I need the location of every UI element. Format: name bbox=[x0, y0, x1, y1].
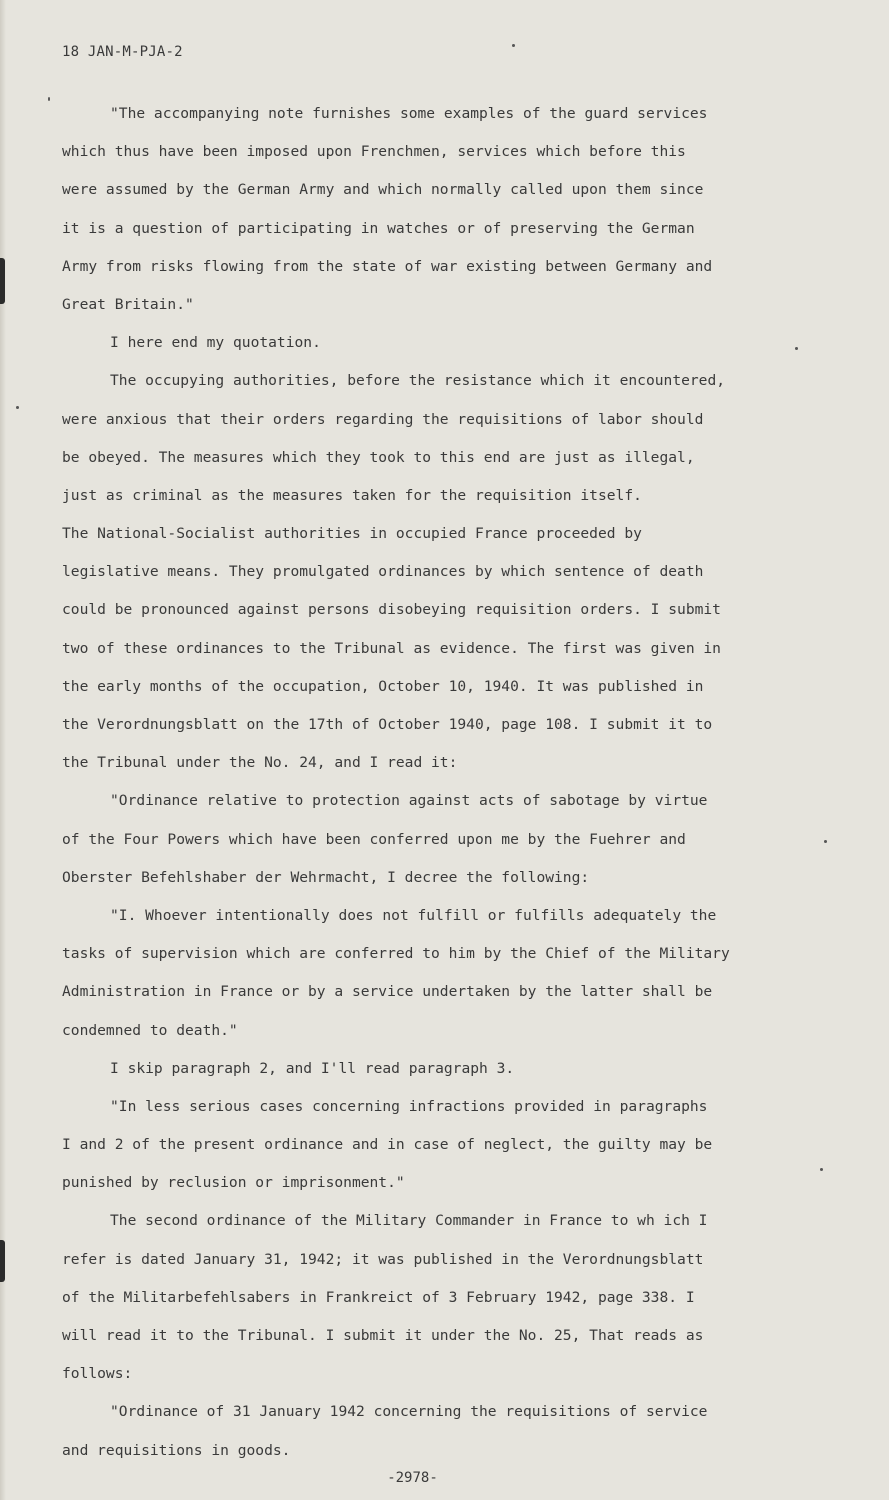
text-line: Oberster Befehlshaber der Wehrmacht, I decree the following: bbox=[62, 868, 590, 886]
text-line: legislative means. They promulgated ordinances by which sentence of death bbox=[62, 563, 704, 581]
paper-speck bbox=[16, 406, 19, 409]
text-line: Great Britain." bbox=[62, 295, 194, 313]
text-line: "Ordinance relative to protection against acts of sabotage by virtue bbox=[110, 792, 708, 810]
paper-speck bbox=[48, 97, 50, 101]
text-line: were anxious that their orders regarding the requisitions of labor should bbox=[62, 410, 704, 428]
text-line: be obeyed. The measures which they took to this end are just as illegal, bbox=[62, 448, 695, 466]
text-line: I here end my quotation. bbox=[110, 334, 321, 352]
text-line: were assumed by the German Army and which normally called upon them since bbox=[62, 181, 704, 199]
text-line: which thus have been imposed upon Frenchmen, services which before this bbox=[62, 143, 686, 161]
text-line: the Tribunal under the No. 24, and I read it: bbox=[62, 754, 458, 772]
text-line: Army from risks flowing from the state of war existing between Germany and bbox=[62, 257, 713, 275]
text-line: Administration in France or by a service undertaken by the latter shall be bbox=[62, 983, 713, 1001]
text-line: and requisitions in goods. bbox=[62, 1441, 291, 1459]
text-line: could be pronounced against persons disobeying requisition orders. I submit bbox=[62, 601, 721, 619]
text-line: of the Four Powers which have been conferred upon me by the Fuehrer and bbox=[62, 830, 686, 848]
text-line: The National-Socialist authorities in occupied France proceeded by bbox=[62, 525, 642, 543]
binding-mark bbox=[0, 1240, 5, 1282]
text-line: two of these ordinances to the Tribunal as evidence. The first was given in bbox=[62, 639, 721, 657]
text-line: "I. Whoever intentionally does not fulfill or fulfills adequately the bbox=[110, 906, 717, 924]
text-line: punished by reclusion or imprisonment." bbox=[62, 1174, 405, 1192]
text-line: of the Militarbefehlsabers in Frankreict of 3 February 1942, page 338. I bbox=[62, 1288, 695, 1306]
text-line: I and 2 of the present ordinance and in case of neglect, the guilty may be bbox=[62, 1136, 713, 1154]
text-line: refer is dated January 31, 1942; it was published in the Verordnungsblatt bbox=[62, 1250, 704, 1268]
paper-speck bbox=[512, 44, 515, 47]
document-body bbox=[62, 95, 862, 1470]
text-line: The second ordinance of the Military Commander in France to wh ich I bbox=[110, 1212, 708, 1230]
page-number: -2978- bbox=[387, 1470, 438, 1486]
text-line: just as criminal as the measures taken for the requisition itself. bbox=[62, 486, 642, 504]
text-line: the Verordnungsblatt on the 17th of October 1940, page 108. I submit it to bbox=[62, 716, 713, 733]
binding-mark bbox=[0, 258, 5, 304]
text-line: it is a question of participating in watches or of preserving the German bbox=[62, 219, 695, 237]
text-line: "The accompanying note furnishes some examples of the guard services bbox=[110, 105, 708, 122]
text-line: follows: bbox=[62, 1365, 133, 1383]
text-line: the early months of the occupation, October 10, 1940. It was published in bbox=[62, 677, 704, 695]
text-line: The occupying authorities, before the resistance which it encountered, bbox=[110, 372, 726, 390]
text-line: tasks of supervision which are conferred to him by the Chief of the Military bbox=[62, 945, 730, 963]
text-line: "Ordinance of 31 January 1942 concerning the requisitions of service bbox=[110, 1403, 708, 1421]
text-line: "In less serious cases concerning infractions provided in paragraphs bbox=[110, 1097, 708, 1115]
text-line: will read it to the Tribunal. I submit it under the No. 25, That reads as bbox=[62, 1327, 704, 1344]
text-line: I skip paragraph 2, and I'll read paragraph 3. bbox=[110, 1059, 515, 1077]
text-line: condemned to death." bbox=[62, 1021, 238, 1039]
document-id: 18 JAN-M-PJA-2 bbox=[62, 44, 183, 60]
